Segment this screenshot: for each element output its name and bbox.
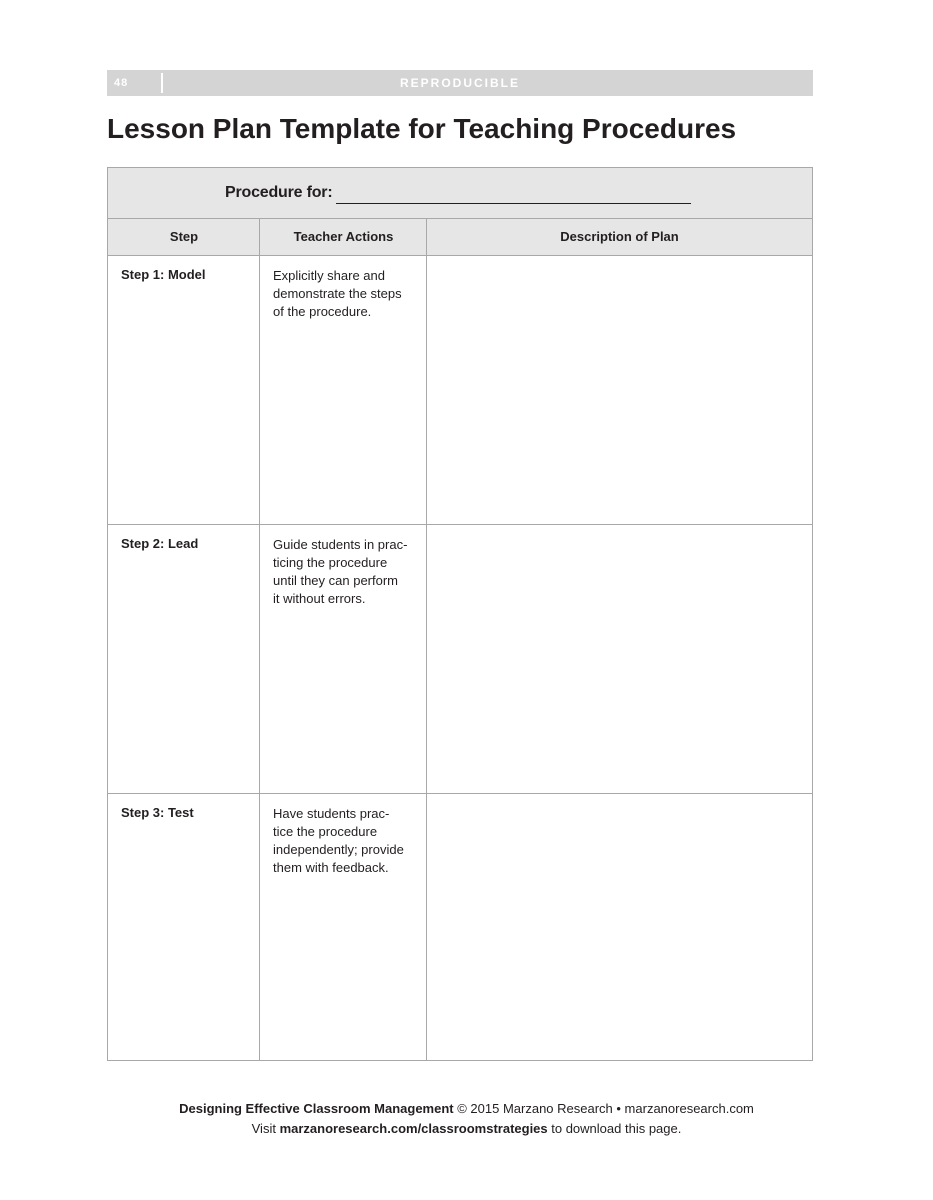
page-number: 48 bbox=[114, 77, 129, 89]
table-row bbox=[108, 794, 812, 1062]
footer-book-title: Designing Effective Classroom Management bbox=[179, 1101, 454, 1116]
table-row bbox=[108, 525, 812, 794]
procedure-label: Procedure for: bbox=[225, 184, 333, 201]
page-title: Lesson Plan Template for Teaching Procedures bbox=[107, 113, 737, 144]
footer-url-link[interactable]: marzanoresearch.com/classroomstrategies bbox=[279, 1121, 548, 1136]
column-divider bbox=[259, 219, 260, 1060]
description-cell[interactable] bbox=[427, 256, 812, 524]
description-cell[interactable] bbox=[427, 525, 812, 793]
step-label: Step 1: Model bbox=[121, 267, 206, 282]
footer-visit-suffix: to download this page. bbox=[547, 1121, 682, 1136]
column-divider bbox=[426, 219, 427, 1060]
table-header-row bbox=[108, 219, 812, 256]
reproducible-header-bar bbox=[107, 70, 813, 96]
footer-copyright-line bbox=[0, 1101, 933, 1116]
procedure-fill-line[interactable] bbox=[336, 203, 691, 204]
table-row bbox=[108, 256, 812, 525]
step-label: Step 3: Test bbox=[121, 805, 194, 820]
column-header-teacher-actions: Teacher Actions bbox=[293, 229, 394, 244]
footer-visit-prefix: Visit bbox=[251, 1121, 280, 1136]
step-label: Step 2: Lead bbox=[121, 536, 199, 551]
teacher-action-text: Explicitly share and demonstrate the steps of the procedure. bbox=[273, 268, 402, 319]
teacher-action-text: Guide students in prac- ticing the procedure until they can perform it without errors. bbox=[273, 537, 408, 606]
description-cell[interactable] bbox=[427, 794, 812, 1062]
column-header-description: Description of Plan bbox=[560, 229, 679, 244]
teacher-action-text: Have students prac- tice the procedure independently; provide them with feedback. bbox=[273, 806, 404, 875]
reproducible-label: REPRODUCIBLE bbox=[399, 76, 520, 90]
footer-copyright: © 2015 Marzano Research • marzanoresearch.com bbox=[453, 1101, 754, 1116]
column-header-step: Step bbox=[169, 229, 199, 244]
procedure-row bbox=[108, 168, 812, 219]
lesson-plan-table bbox=[107, 167, 813, 1061]
footer-visit-line bbox=[0, 1121, 933, 1136]
